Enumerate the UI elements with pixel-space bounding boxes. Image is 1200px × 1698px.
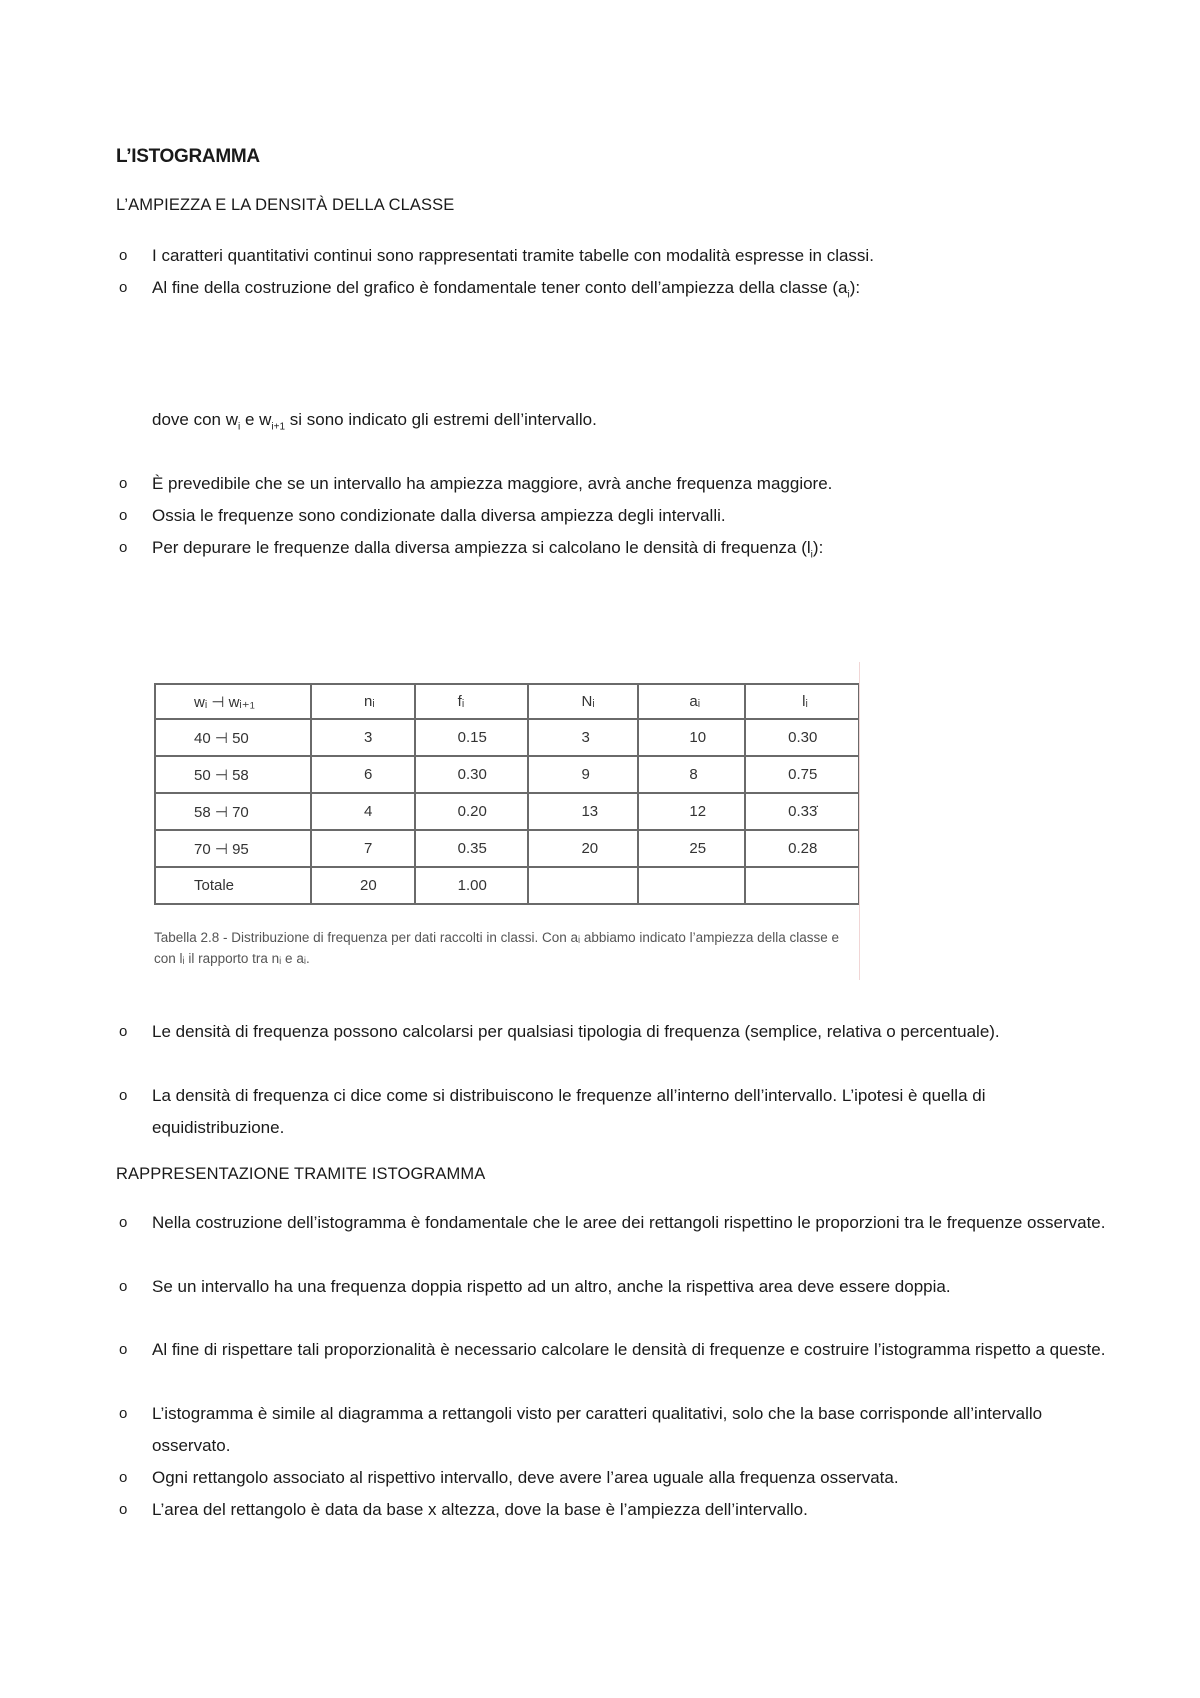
list-item bbox=[116, 1016, 1106, 1080]
bullet-marker: o bbox=[119, 279, 128, 296]
table-header-row bbox=[155, 684, 859, 719]
table-header-cell: Nᵢ bbox=[528, 684, 638, 719]
section-heading-ampiezza: L’AMPIEZZA E LA DENSITÀ DELLA CLASSE bbox=[116, 196, 455, 214]
table-cell: 10 bbox=[638, 719, 745, 756]
table-row bbox=[155, 756, 859, 793]
table-header-cell: lᵢ bbox=[745, 684, 859, 719]
table-cell: 9 bbox=[528, 756, 638, 793]
table-cell: 3 bbox=[311, 719, 415, 756]
bullet-marker: o bbox=[119, 247, 128, 264]
list-item bbox=[116, 1271, 1106, 1335]
table-cell bbox=[528, 867, 638, 904]
frequency-table bbox=[154, 683, 860, 905]
table-cell bbox=[638, 867, 745, 904]
figure-edge-divider bbox=[859, 662, 860, 980]
table-cell: 7 bbox=[311, 830, 415, 867]
page-title: L’ISTOGRAMMA bbox=[116, 146, 260, 167]
table-header-cell: aᵢ bbox=[638, 684, 745, 719]
bullet-marker: o bbox=[119, 475, 128, 492]
table-cell: Totale bbox=[155, 867, 311, 904]
table-cell: 0.20 bbox=[415, 793, 529, 830]
table-caption: Tabella 2.8 - Distribuzione di frequenza per dati raccolti in classi. Con aᵢ abbiamo indicato l’ampiezza della classe e con lᵢ il rapporto tra nᵢ e aᵢ. bbox=[154, 930, 839, 966]
table-cell: 4 bbox=[311, 793, 415, 830]
list-item-text: Ossia le frequenze sono condizionate dalla diversa ampiezza degli intervalli. bbox=[152, 506, 726, 525]
bullet-marker: o bbox=[119, 1214, 128, 1231]
bullet-marker: o bbox=[119, 1469, 128, 1486]
table-cell: 12 bbox=[638, 793, 745, 830]
table-header-cell: wᵢ ⊣ wᵢ₊₁ bbox=[155, 684, 311, 719]
list-item-text: È prevedibile che se un intervallo ha ampiezza maggiore, avrà anche frequenza maggiore. bbox=[152, 474, 833, 493]
table-cell: 0.30 bbox=[745, 719, 859, 756]
bullet-marker: o bbox=[119, 1341, 128, 1358]
table-row bbox=[155, 719, 859, 756]
list-item bbox=[116, 1207, 1106, 1271]
list-item-text: Per depurare le frequenze dalla diversa ampiezza si calcolano le densità di frequenza $(l_i)$: bbox=[152, 538, 824, 561]
list-item-text: Se un intervallo ha una frequenza doppia rispetto ad un altro, anche la rispettiva area deve essere doppia. bbox=[152, 1277, 951, 1296]
list-item-text: Ogni rettangolo associato al rispettivo intervallo, deve avere l’area uguale alla frequenza osservata. bbox=[152, 1468, 899, 1487]
list-item bbox=[116, 1334, 1106, 1398]
table-cell: 0.28 bbox=[745, 830, 859, 867]
list-item-text: Le densità di frequenza possono calcolarsi per qualsiasi tipologia di frequenza (semplice, relativa o percentuale). bbox=[152, 1022, 1000, 1041]
table-cell: 13 bbox=[528, 793, 638, 830]
bullet-marker: o bbox=[119, 1278, 128, 1295]
table-cell: 6 bbox=[311, 756, 415, 793]
table-cell: 20 bbox=[528, 830, 638, 867]
table-cell: 1.00 bbox=[415, 867, 529, 904]
table-cell: 8 bbox=[638, 756, 745, 793]
table-cell: 0.35 bbox=[415, 830, 529, 867]
table-cell: 25 bbox=[638, 830, 745, 867]
table-cell: 50 ⊣ 58 bbox=[155, 756, 311, 793]
table-header-cell: nᵢ bbox=[311, 684, 415, 719]
table-cell: 20 bbox=[311, 867, 415, 904]
table-cell: 0.15 bbox=[415, 719, 529, 756]
table-row bbox=[155, 793, 859, 830]
bullet-marker: o bbox=[119, 1501, 128, 1518]
list-item bbox=[116, 1398, 1106, 1462]
bullet-marker: o bbox=[119, 1023, 128, 1040]
table-cell: 40 ⊣ 50 bbox=[155, 719, 311, 756]
table-row bbox=[155, 830, 859, 867]
frequency-table-figure bbox=[152, 662, 862, 980]
section-heading-istogramma: RAPPRESENTAZIONE TRAMITE ISTOGRAMMA bbox=[116, 1165, 486, 1183]
table-cell: 0.75 bbox=[745, 756, 859, 793]
table-cell: 3 bbox=[528, 719, 638, 756]
list-item-text: Nella costruzione dell’istogramma è fondamentale che le aree dei rettangoli rispettino le proporzioni tra le frequenze osservate. bbox=[152, 1213, 1106, 1232]
table-row-total bbox=[155, 867, 859, 904]
bullet-marker: o bbox=[119, 539, 128, 556]
table-cell: 0.33̇ bbox=[745, 793, 859, 830]
list-item-text: L’area del rettangolo è data da base x altezza, dove la base è l’ampiezza dell’intervallo. bbox=[152, 1500, 808, 1519]
bullet-marker: o bbox=[119, 1405, 128, 1422]
table-header-cell: fᵢ bbox=[415, 684, 529, 719]
list-item bbox=[116, 1080, 1106, 1144]
bullet-marker: o bbox=[119, 1087, 128, 1104]
list-item-text: Al fine della costruzione del grafico è fondamentale tener conto dell’ampiezza della classe $(a_i)$: bbox=[152, 278, 861, 301]
bullet-marker: o bbox=[119, 507, 128, 524]
interval-note: dove con $w_i$ e $w_{i+1}$ si sono indicato gli estremi dell’intervallo. bbox=[152, 410, 597, 433]
list-item-text: I caratteri quantitativi continui sono rappresentati tramite tabelle con modalità espresse in classi. bbox=[152, 246, 874, 265]
table-cell bbox=[745, 867, 859, 904]
table-cell: 0.30 bbox=[415, 756, 529, 793]
table-cell: 70 ⊣ 95 bbox=[155, 830, 311, 867]
list-item-text: L’istogramma è simile al diagramma a rettangoli visto per caratteri qualitativi, solo che la base corrisponde all’intervallo osservato. bbox=[152, 1404, 1043, 1455]
table-cell: 58 ⊣ 70 bbox=[155, 793, 311, 830]
list-item-text: Al fine di rispettare tali proporzionalità è necessario calcolare le densità di frequenze e costruire l’istogramma rispetto a queste. bbox=[152, 1340, 1106, 1359]
list-item-text: La densità di frequenza ci dice come si distribuiscono le frequenze all’interno dell’intervallo. L’ipotesi è quella di equidistribuzione. bbox=[152, 1086, 986, 1137]
